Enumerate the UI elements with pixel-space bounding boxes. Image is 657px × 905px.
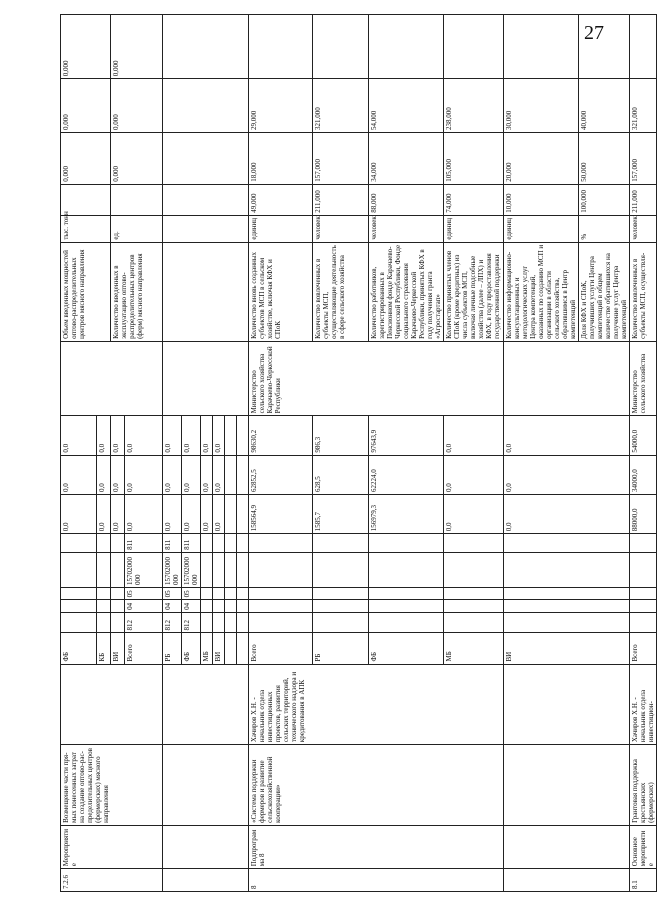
cell-y2021: 98630,2 — [249, 416, 313, 455]
cell-indicator: Количество вовлеченных в субъекты МСП, осуществляющие деятельность в сфере сельского хозяйства — [313, 242, 369, 341]
cell-rz — [97, 600, 111, 612]
cell-y2021: 0,0 — [111, 416, 125, 455]
cell-rz — [444, 600, 504, 612]
cell-rz — [61, 600, 97, 612]
cell-y2019: 0,0 — [125, 494, 163, 533]
cell-pr: 05 — [182, 588, 201, 600]
cell-y2020: 0,0 — [61, 455, 97, 494]
cell-y2019: 88000,0 — [630, 494, 657, 533]
cell-i2019: 157,000 — [630, 133, 657, 185]
cell-pr: 05 — [125, 588, 163, 600]
cell-vr — [97, 534, 111, 553]
cell-i2020: 321,000 — [313, 79, 369, 133]
cell-i2021 — [249, 15, 313, 79]
cell-unit: человек — [313, 215, 369, 242]
cell-base: 10,000 — [504, 184, 579, 215]
cell-vr — [237, 534, 249, 553]
cell-rz — [249, 600, 313, 612]
cell-vr: 811 — [163, 534, 182, 553]
cell-pr — [61, 588, 97, 600]
cell-pr — [369, 588, 444, 600]
cell-grbs — [237, 612, 249, 633]
cell-unit: % — [579, 215, 630, 242]
cell-rz — [313, 600, 369, 612]
cell-y2021: 0,0 — [61, 416, 97, 455]
cell-y2020: 62224,0 — [369, 455, 444, 494]
cell-grbs — [225, 612, 237, 633]
cell-grbs: 812 — [125, 612, 163, 633]
cell-src: МБ — [444, 633, 504, 664]
cell-y2020 — [237, 455, 249, 494]
cell-no: 8.1 — [630, 869, 657, 892]
cell-pr — [630, 588, 657, 600]
cell-src — [237, 633, 249, 664]
cell-i2019 — [163, 133, 249, 185]
cell-y2020: 628,5 — [313, 455, 369, 494]
cell-y2019 — [237, 494, 249, 533]
cell-i2021: 0,000 — [61, 15, 111, 79]
cell-i2020: 0,000 — [61, 79, 111, 133]
cell-y2020: 0,0 — [111, 455, 125, 494]
table-row — [163, 15, 182, 892]
cell-pr — [504, 588, 630, 600]
cell-pr — [313, 588, 369, 600]
cell-executor — [163, 664, 249, 745]
cell-rz: 04 — [163, 600, 182, 612]
cell-src: ВИ — [504, 633, 630, 664]
cell-i2021 — [579, 15, 630, 79]
cell-base — [111, 184, 163, 215]
cell-name: Грантовая поддержка крестьянских (фермерских) — [630, 745, 657, 826]
cell-status — [163, 825, 249, 868]
cell-csr — [444, 552, 504, 587]
cell-y2020: 0,0 — [213, 455, 225, 494]
cell-y2021: 0,0 — [182, 416, 201, 455]
cell-vr — [111, 534, 125, 553]
cell-responsible: Министерство сельского хозяйства Карачаево-Черкесской Республики — [249, 341, 504, 415]
cell-y2019: 0,0 — [61, 494, 97, 533]
program-table — [60, 14, 657, 892]
cell-rz — [201, 600, 213, 612]
cell-y2021: 0,0 — [125, 416, 163, 455]
cell-rz: 04 — [182, 600, 201, 612]
cell-grbs — [444, 612, 504, 633]
cell-grbs — [504, 612, 630, 633]
cell-pr — [225, 588, 237, 600]
cell-indicator: Количество принятых членов СПоК (кроме кредитных) из числа субъектов МСП, включая личные подсобные хозяйства (далее – ЛПХ) и КФХ, в году предоставления государственной поддержки — [444, 242, 504, 341]
cell-grbs — [213, 612, 225, 633]
cell-csr — [61, 552, 97, 587]
cell-responsible: Министерство сельского хозяйства — [630, 341, 657, 415]
cell-y2021: 0,0 — [163, 416, 182, 455]
cell-unit — [163, 215, 249, 242]
cell-y2021: 0,0 — [97, 416, 111, 455]
rotated-table-container — [60, 14, 655, 892]
cell-csr — [249, 552, 313, 587]
cell-no — [163, 869, 249, 892]
cell-y2019: 0,0 — [201, 494, 213, 533]
cell-csr — [225, 552, 237, 587]
cell-vr — [504, 534, 630, 553]
table-row — [630, 15, 657, 892]
cell-src — [225, 633, 237, 664]
cell-grbs — [97, 612, 111, 633]
cell-rz — [504, 600, 630, 612]
cell-y2021 — [237, 416, 249, 455]
cell-src: ФБ — [369, 633, 444, 664]
cell-status: Подпрограмма 8 — [249, 825, 504, 868]
cell-i2021 — [369, 15, 444, 79]
cell-executor — [61, 664, 163, 745]
cell-grbs — [111, 612, 125, 633]
cell-vr: 811 — [125, 534, 163, 553]
cell-y2020: 0,0 — [125, 455, 163, 494]
cell-y2021: 97643,9 — [369, 416, 444, 455]
cell-y2019: 0,0 — [111, 494, 125, 533]
cell-grbs — [313, 612, 369, 633]
cell-grbs — [369, 612, 444, 633]
cell-unit: ед. — [111, 215, 163, 242]
cell-y2019: 0,0 — [97, 494, 111, 533]
cell-y2021: 986,3 — [313, 416, 369, 455]
cell-y2019: 0,0 — [213, 494, 225, 533]
cell-indicator: Количество вновь созданных субъектов МСП в сельском хозяйстве, включая КФХ и СПоК — [249, 242, 313, 341]
cell-y2020: 0,0 — [201, 455, 213, 494]
cell-src: ФБ — [182, 633, 201, 664]
cell-rz — [213, 600, 225, 612]
cell-y2019: 0,0 — [504, 494, 630, 533]
cell-y2020: 34000,0 — [630, 455, 657, 494]
cell-pr — [201, 588, 213, 600]
cell-y2019: 0,0 — [444, 494, 504, 533]
cell-i2020: 29,000 — [249, 79, 313, 133]
cell-i2019: 50,000 — [579, 133, 630, 185]
cell-indicator — [163, 242, 249, 341]
cell-i2021 — [444, 15, 504, 79]
cell-y2020: 0,0 — [444, 455, 504, 494]
cell-i2019: 157,000 — [313, 133, 369, 185]
cell-i2021 — [630, 15, 657, 79]
cell-grbs: 812 — [182, 612, 201, 633]
cell-y2019: 158564,9 — [249, 494, 313, 533]
cell-vr — [313, 534, 369, 553]
cell-rz — [111, 600, 125, 612]
cell-y2021: 0,0 — [213, 416, 225, 455]
cell-no: 7.2.6 — [61, 869, 163, 892]
cell-src: Всего — [125, 633, 163, 664]
cell-pr — [237, 588, 249, 600]
cell-y2019: 0,0 — [163, 494, 182, 533]
cell-i2020: 30,000 — [504, 79, 579, 133]
cell-i2020: 54,000 — [369, 79, 444, 133]
cell-executor: Хачиров Х.Н. - начальник отдела инвестиционных проектов, развития сельских территорий, технического надзора и кредитования в АПК — [249, 664, 504, 745]
cell-name: «Система поддержки фермеров и развитие сельскохозяйственной кооперации» — [249, 745, 504, 826]
cell-unit: единиц — [249, 215, 313, 242]
cell-csr — [213, 552, 225, 587]
cell-vr — [630, 534, 657, 553]
cell-pr — [249, 588, 313, 600]
cell-vr — [444, 534, 504, 553]
cell-indicator: Количество информационно-консультационных и методологических услуг Центра компетенций, оказанных по созданию МСП и организации в области сельского хозяйства, обратившимся в Центр компетенций — [504, 242, 579, 341]
cell-vr — [369, 534, 444, 553]
cell-y2021: 0,0 — [504, 416, 630, 455]
cell-executor: Хачиров Х.Н. - начальник отдела инвестицион- — [630, 664, 657, 745]
cell-grbs — [201, 612, 213, 633]
cell-pr — [97, 588, 111, 600]
cell-i2020 — [163, 79, 249, 133]
cell-vr — [213, 534, 225, 553]
cell-status: Мероприятие — [61, 825, 163, 868]
cell-i2021 — [504, 15, 579, 79]
cell-indicator: Доля КФХ и СПоК, получивших услуги Центра компетенций в общем количестве обратившихся на получение услуг Центра компетенций — [579, 242, 630, 341]
cell-i2019: 105,000 — [444, 133, 504, 185]
cell-vr — [249, 534, 313, 553]
cell-responsible — [61, 341, 163, 415]
cell-csr — [313, 552, 369, 587]
cell-csr: 15702000 000 — [163, 552, 182, 587]
cell-pr — [213, 588, 225, 600]
cell-unit: тыс. тонн — [61, 215, 111, 242]
cell-y2019: 1585,7 — [313, 494, 369, 533]
cell-rz: 04 — [125, 600, 163, 612]
cell-y2021: 54000,0 — [630, 416, 657, 455]
cell-i2021: 0,000 — [111, 15, 163, 79]
cell-i2019: 20,000 — [504, 133, 579, 185]
table-row — [61, 15, 97, 892]
cell-src: Всего — [630, 633, 657, 664]
cell-y2019 — [225, 494, 237, 533]
cell-executor — [504, 664, 630, 745]
cell-y2020: 62852,5 — [249, 455, 313, 494]
cell-i2020: 238,000 — [444, 79, 504, 133]
cell-csr — [97, 552, 111, 587]
cell-name — [504, 745, 630, 826]
cell-i2020: 321,000 — [630, 79, 657, 133]
table-row — [504, 15, 579, 892]
cell-status: Основное мероприятие — [630, 825, 657, 868]
cell-src: МБ — [201, 633, 213, 664]
cell-y2020: 0,0 — [163, 455, 182, 494]
table-row — [249, 15, 313, 892]
cell-name — [163, 745, 249, 826]
cell-unit: единиц — [444, 215, 504, 242]
cell-i2021 — [163, 15, 249, 79]
cell-csr — [369, 552, 444, 587]
page-number: 27 — [584, 22, 604, 44]
cell-grbs — [61, 612, 97, 633]
rotated-table-frame — [60, 14, 655, 892]
cell-pr — [444, 588, 504, 600]
cell-base: 74,000 — [444, 184, 504, 215]
cell-y2019: 0,0 — [182, 494, 201, 533]
cell-indicator: Количество вовлеченных в субъекты МСП, осуществля- — [630, 242, 657, 341]
cell-src: КБ — [97, 633, 111, 664]
cell-vr — [61, 534, 97, 553]
cell-rz — [630, 600, 657, 612]
cell-indicator: Объем введенных мощностей оптово-распределительных центров мясного направления — [61, 242, 111, 341]
cell-csr — [630, 552, 657, 587]
cell-rz — [225, 600, 237, 612]
cell-y2020: 0,0 — [97, 455, 111, 494]
cell-src: ВИ — [213, 633, 225, 664]
cell-vr — [225, 534, 237, 553]
cell-src: ФБ — [61, 633, 97, 664]
cell-unit: человек — [369, 215, 444, 242]
cell-i2020: 0,000 — [111, 79, 163, 133]
cell-grbs: 812 — [163, 612, 182, 633]
cell-base: 88,000 — [369, 184, 444, 215]
cell-rz — [237, 600, 249, 612]
cell-rz — [369, 600, 444, 612]
cell-base: 100,000 — [579, 184, 630, 215]
cell-csr — [237, 552, 249, 587]
cell-csr — [504, 552, 630, 587]
cell-responsible — [163, 341, 249, 415]
cell-no — [504, 869, 630, 892]
cell-i2019: 18,000 — [249, 133, 313, 185]
cell-base: 49,000 — [249, 184, 313, 215]
cell-pr: 05 — [163, 588, 182, 600]
cell-status — [504, 825, 630, 868]
cell-responsible — [504, 341, 630, 415]
cell-y2021: 0,0 — [444, 416, 504, 455]
cell-src: ВИ — [111, 633, 125, 664]
cell-unit: человек — [630, 215, 657, 242]
cell-y2019: 156979,3 — [369, 494, 444, 533]
cell-i2019: 0,000 — [111, 133, 163, 185]
cell-no: 8 — [249, 869, 504, 892]
cell-i2019: 34,000 — [369, 133, 444, 185]
cell-src: Всего — [249, 633, 313, 664]
cell-csr: 15702000 000 — [182, 552, 201, 587]
cell-base: 211,000 — [630, 184, 657, 215]
cell-y2020 — [225, 455, 237, 494]
cell-csr — [201, 552, 213, 587]
cell-indicator: Количество введенных в эксплуатацию оптово-распределительных центров (ферм) мясного направления — [111, 242, 163, 341]
cell-vr — [201, 534, 213, 553]
cell-indicator: Количество работников, зарегистрированных в Пенсионном фонде Карачаево-Черкесской Республики, Фонде социального страхования Карачаево-Черкесской Республики, принятых КФХ в году получения гранта «Агростартап» — [369, 242, 444, 341]
cell-pr — [111, 588, 125, 600]
cell-y2020: 0,0 — [182, 455, 201, 494]
cell-i2019: 0,000 — [61, 133, 111, 185]
cell-i2021 — [313, 15, 369, 79]
cell-base: 211,000 — [313, 184, 369, 215]
cell-unit: единиц — [504, 215, 579, 242]
cell-grbs — [630, 612, 657, 633]
cell-y2020: 0,0 — [504, 455, 630, 494]
cell-src: РБ — [163, 633, 182, 664]
cell-y2021: 0,0 — [201, 416, 213, 455]
cell-y2021 — [225, 416, 237, 455]
cell-csr: 15702000 000 — [125, 552, 163, 587]
cell-csr — [111, 552, 125, 587]
cell-base — [163, 184, 249, 215]
cell-src: РБ — [313, 633, 369, 664]
cell-i2020: 40,000 — [579, 79, 630, 133]
cell-name: Возмещение части пря- мых понесенных затрат на создание оптово-рас- пределительных центров (фермерских) мясного направления — [61, 745, 163, 826]
cell-grbs — [249, 612, 313, 633]
cell-vr: 811 — [182, 534, 201, 553]
